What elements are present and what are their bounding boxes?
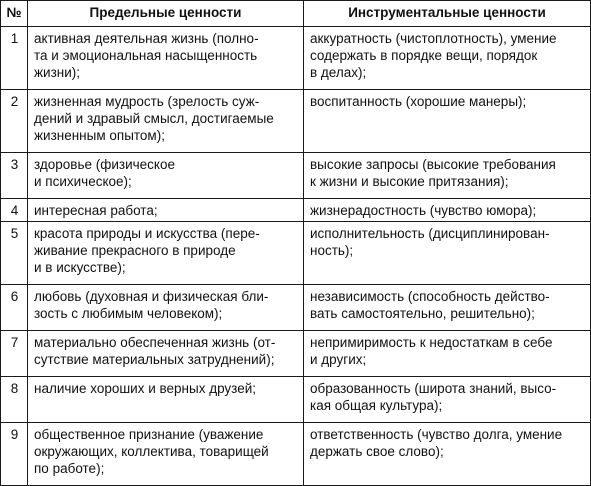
cell-line: жизненным опытом); [34, 128, 165, 143]
cell-line: общественное признание (уважение [34, 427, 264, 442]
instrumental-value-cell [304, 285, 591, 331]
terminal-value-cell [28, 377, 304, 423]
row-number: 7 [1, 331, 28, 377]
cell-line: к жизни и высокие притязания); [310, 174, 509, 189]
row-number: 2 [1, 90, 28, 153]
cell-line: интересная работа; [34, 203, 158, 218]
cell-line: исполнительность (дисциплинирован- [310, 226, 550, 241]
cell-line: материально обеспеченная жизнь (от- [34, 335, 276, 350]
terminal-value-cell [28, 27, 304, 90]
cell-line: содержать в порядке вещи, порядок [310, 48, 538, 63]
cell-line: жизнерадостность (чувство юмора); [310, 203, 537, 218]
cell-line: непримиримость к недостаткам в себе [310, 335, 553, 350]
cell-line: дений и здравый смысл, достигаемые [34, 111, 274, 126]
cell-line: любовь (духовная и физическая бли- [34, 289, 269, 304]
cell-line: зость с любимым человеком); [34, 306, 223, 321]
table-row [1, 222, 591, 285]
terminal-value-cell [28, 222, 304, 285]
cell-line: держать свое слово); [310, 444, 444, 459]
cell-line: та и эмоциональная насыщенность [34, 48, 258, 63]
cell-line: образованность (широта знаний, высо- [310, 381, 557, 396]
terminal-value-cell [28, 285, 304, 331]
row-number: 5 [1, 222, 28, 285]
row-number: 1 [1, 27, 28, 90]
cell-line: и других; [310, 352, 367, 367]
header-number: № [1, 1, 28, 27]
cell-line: вать самостоятельно, решительно); [310, 306, 535, 321]
cell-line: живание прекрасного в природе [34, 243, 236, 258]
cell-line: ность); [310, 243, 354, 258]
table-row [1, 153, 591, 199]
table-row [1, 285, 591, 331]
cell-line: и психическое); [34, 174, 132, 189]
instrumental-value-cell [304, 423, 591, 486]
table-row [1, 423, 591, 486]
cell-line: высокие запросы (высокие требования [310, 157, 556, 172]
instrumental-value-cell [304, 222, 591, 285]
cell-line: в делах); [310, 65, 367, 80]
row-number: 9 [1, 423, 28, 486]
instrumental-value-cell [304, 331, 591, 377]
table-row [1, 27, 591, 90]
cell-line: ответственность (чувство долга, умение [310, 427, 563, 442]
cell-line: здоровье (физическое [34, 157, 175, 172]
cell-line: независимость (способность действо- [310, 289, 550, 304]
row-number: 3 [1, 153, 28, 199]
instrumental-value-cell [304, 199, 591, 222]
cell-line: жизни); [34, 65, 81, 80]
header-terminal-values: Предельные ценности [28, 1, 304, 27]
row-number: 4 [1, 199, 28, 222]
instrumental-value-cell [304, 377, 591, 423]
cell-line: сутствие материальных затруднений); [34, 352, 275, 367]
header-instrumental-values: Инструментальные ценности [304, 1, 591, 27]
instrumental-value-cell [304, 153, 591, 199]
terminal-value-cell [28, 90, 304, 153]
terminal-value-cell [28, 153, 304, 199]
cell-line: кая общая культура); [310, 398, 443, 413]
terminal-value-cell [28, 331, 304, 377]
cell-line: красота природы и искусства (пере- [34, 226, 260, 241]
terminal-value-cell [28, 199, 304, 222]
cell-line: аккуратность (чистоплотность), умение [310, 31, 557, 46]
cell-line: жизненная мудрость (зрелость суж- [34, 94, 260, 109]
terminal-value-cell [28, 423, 304, 486]
cell-line: по работе); [34, 461, 105, 476]
row-number: 8 [1, 377, 28, 423]
row-number: 6 [1, 285, 28, 331]
header-row [1, 1, 591, 27]
cell-line: окружающих, коллектива, товарищей [34, 444, 269, 459]
table-row [1, 90, 591, 153]
table-row [1, 331, 591, 377]
cell-line: и в искусстве); [34, 260, 126, 275]
table-row [1, 199, 591, 222]
instrumental-value-cell [304, 90, 591, 153]
table-row [1, 377, 591, 423]
instrumental-value-cell [304, 27, 591, 90]
cell-line: воспитанность (хорошие манеры); [310, 94, 527, 109]
cell-line: наличие хороших и верных друзей; [34, 381, 257, 396]
cell-line: активная деятельная жизнь (полно- [34, 31, 259, 46]
